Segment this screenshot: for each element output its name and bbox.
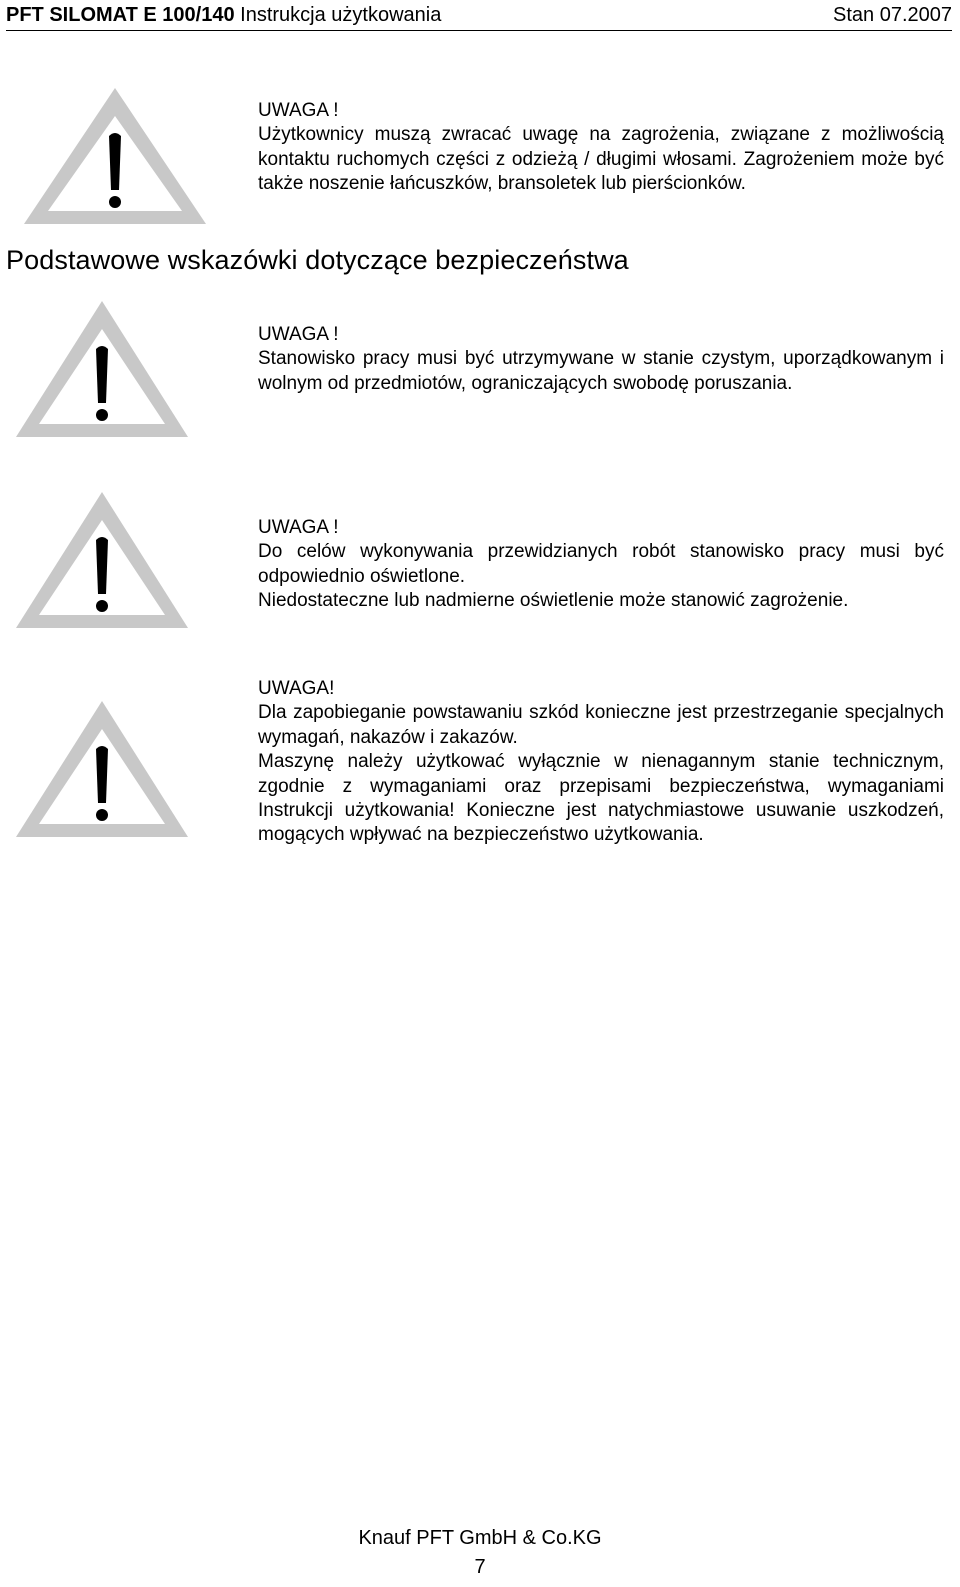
page-number: 7 <box>474 1556 486 1578</box>
warning-triangle-icon <box>12 297 192 441</box>
warning-text: Maszynę należy użytkować wyłącznie w nienagannym stanie technicznym, zgodnie z wymaganiami oraz przepisami bezpieczeństwa, wymaganiami Instrukcji użytkowania! Konieczne jest natychmiastowe usuwanie uszkodzeń, mogących wpływać na bezpieczeństwo użytkowania. <box>258 751 944 846</box>
warning-text: Stanowisko pracy musi być utrzymywane w stanie czystym, uporządkowanym i wolnym od przedmiotów, ograniczających swobodę poruszania. <box>258 348 944 394</box>
warning-block-3 <box>258 516 944 614</box>
warning-label: UWAGA ! <box>258 517 339 538</box>
warning-label: UWAGA ! <box>258 324 339 345</box>
warning-text: Do celów wykonywania przewidzianych robót stanowisko pracy musi być odpowiednio oświetlone. <box>258 541 944 587</box>
header-product: PFT SILOMAT E 100/140 <box>6 4 235 26</box>
warning-triangle-icon <box>12 697 192 841</box>
warning-block-2 <box>258 323 944 396</box>
header-revision: Stan 07.2007 <box>833 4 952 26</box>
section-title: Podstawowe wskazówki dotyczące bezpieczeństwa <box>6 245 629 275</box>
warning-text: Użytkownicy muszą zwracać uwagę na zagrożenia, związane z możliwością kontaktu ruchomych części z odzieżą / długimi włosami. Zagrożeniem może być także noszenie łańcuszków, bransoletek lub pierścionków. <box>258 124 944 195</box>
header-title <box>6 2 441 28</box>
warning-triangle-icon <box>20 84 210 228</box>
warning-text: Dla zapobieganie powstawaniu szkód konieczne jest przestrzeganie specjalnych wymagań, nakazów i zakazów. <box>258 702 944 748</box>
footer-company: Knauf PFT GmbH & Co.KG <box>358 1527 602 1549</box>
header-doc-title: Instrukcja użytkowania <box>234 4 442 26</box>
warning-triangle-icon <box>12 488 192 632</box>
warning-block-1 <box>258 99 944 197</box>
warning-label: UWAGA ! <box>258 100 339 121</box>
warning-label: UWAGA! <box>258 678 335 699</box>
warning-block-4 <box>258 677 944 848</box>
warning-text: Niedostateczne lub nadmierne oświetlenie może stanowić zagrożenie. <box>258 590 849 612</box>
page-header <box>6 2 952 31</box>
